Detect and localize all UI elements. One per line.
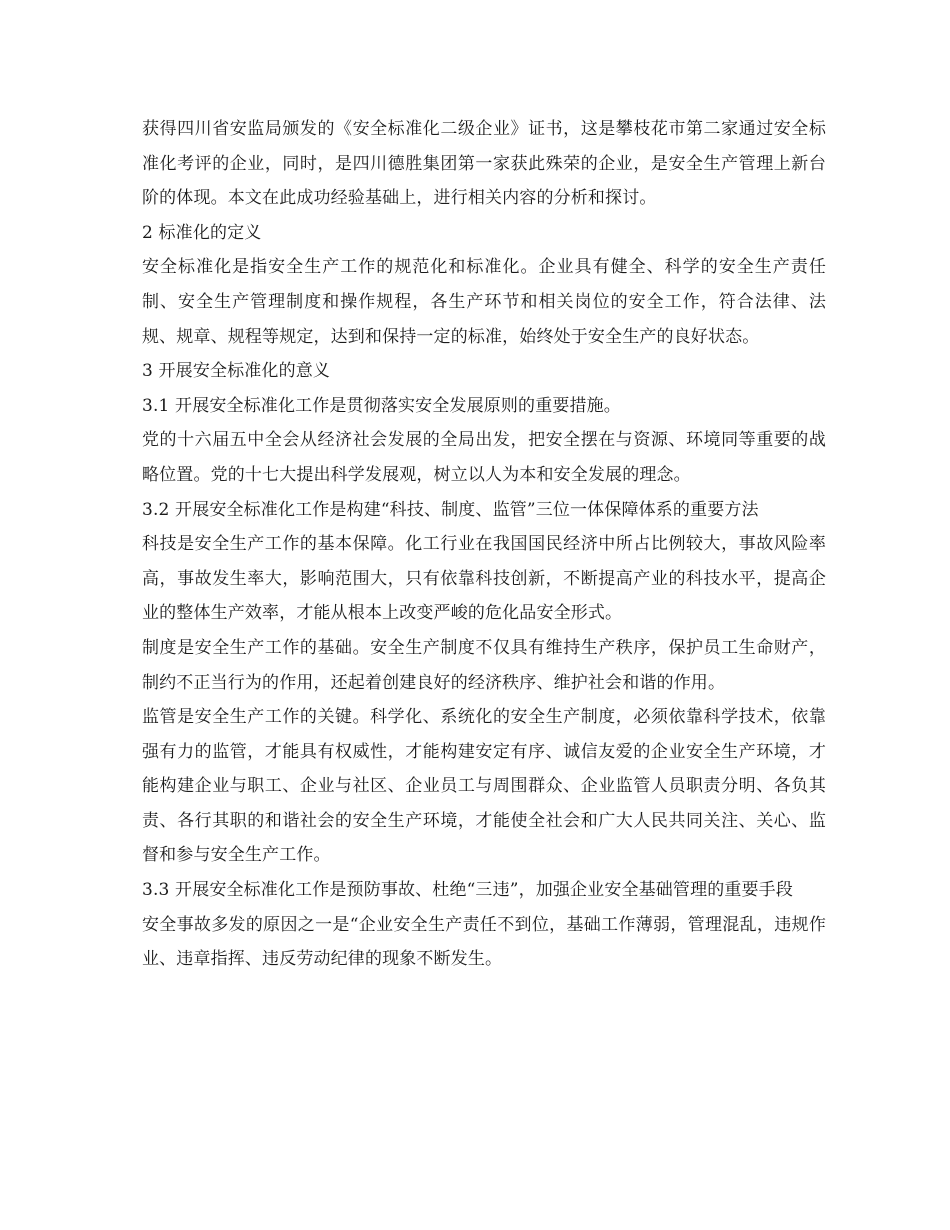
heading-section-3-2: 3.2 开展安全标准化工作是构建“科技、制度、监管”三位一体保障体系的重要方法 [142,499,759,520]
heading-section-3-3: 3.3 开展安全标准化工作是预防事故、杜绝“三违”，加强企业安全基础管理的重要手段 [142,880,793,901]
paragraph-system: 制度是安全生产工作的基础。安全生产制度不仅具有维持生产秩序，保护员工生命财产，制约不正当行为的作用，还起着创建良好的经济秩序、维护社会和谐的作用。 [142,637,826,693]
paragraph-accidents: 安全事故多发的原因之一是“企业安全生产责任不到位，基础工作薄弱，管理混乱，违规作业、违章指挥、违反劳动纪律的现象不断发生。 [142,914,826,970]
paragraph-supervision: 监管是安全生产工作的关键。科学化、系统化的安全生产制度，必须依靠科学技术，依靠强有力的监管，才能具有权威性，才能构建安定有序、诚信友爱的企业安全生产环境，才能构建企业与职工、企业与社区、企业员工与周围群众、企业监管人员职责分明、各负其责、各行其职的和谐社会的安全生产环境，才能使全社会和广大人民共同关注、关心、监督和参与安全生产工作。 [142,707,826,866]
document-body [142,112,826,977]
paragraph-3-1: 党的十六届五中全会从经济社会发展的全局出发，把安全摆在与资源、环境同等重要的战略位置。党的十七大提出科学发展观，树立以人为本和安全发展的理念。 [142,430,826,485]
heading-section-2: 2 标准化的定义 [142,222,262,243]
heading-section-3: 3 开展安全标准化的意义 [142,361,331,382]
paragraph-definition: 安全标准化是指安全生产工作的规范化和标准化。企业具有健全、科学的安全生产责任制、安全生产管理制度和操作规程，各生产环节和相关岗位的安全工作，符合法律、法规、规章、规程等规定，达到和保持一定的标准，始终处于安全生产的良好状态。 [142,257,826,347]
heading-section-3-1: 3.1 开展安全标准化工作是贯彻落实安全发展原则的重要措施。 [142,395,621,416]
paragraph-intro: 获得四川省安监局颁发的《安全标准化二级企业》证书，这是攀枝花市第二家通过安全标准化考评的企业，同时，是四川德胜集团第一家获此殊荣的企业，是安全生产管理上新台阶的体现。本文在此成功经验基础上，进行相关内容的分析和探讨。 [142,119,826,209]
paragraph-technology: 科技是安全生产工作的基本保障。化工行业在我国国民经济中所占比例较大，事故风险率高，事故发生率大，影响范围大，只有依靠科技创新，不断提高产业的科技水平，提高企业的整体生产效率，才能从根本上改变严峻的危化品安全形式。 [142,534,826,624]
